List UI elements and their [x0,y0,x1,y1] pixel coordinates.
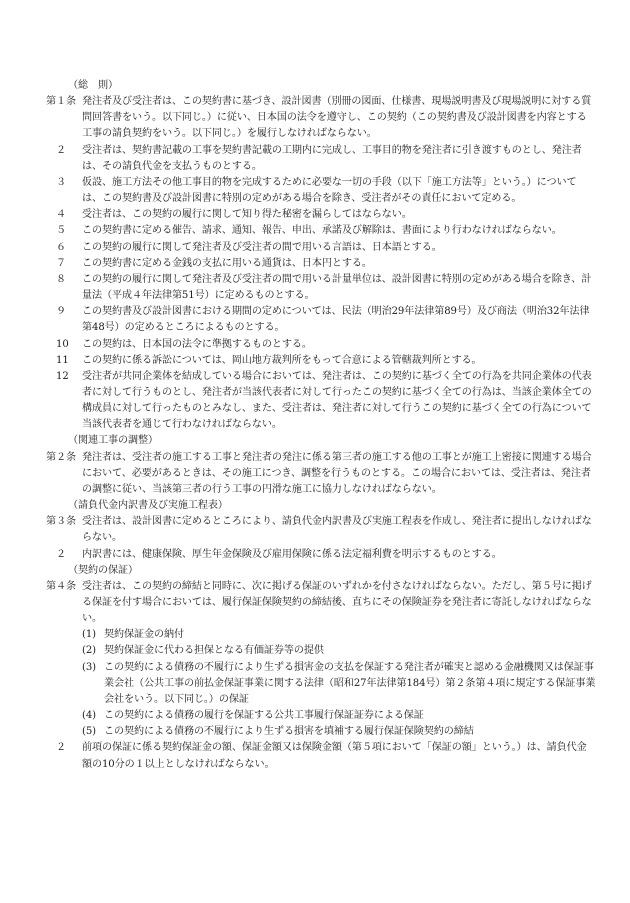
list-item [46,724,596,740]
paragraph [46,143,596,175]
paragraph-number: ７ [56,257,66,269]
paragraph-number: ９ [56,306,66,318]
paragraph-text: この契約書に定める催告、請求、通知、報告、申出、承諾及び解除は、書面により行わなければならない。 [82,225,562,237]
item-text: この契約による債務の不履行により生ずる損害を填補する履行保証保険契約の締結 [104,726,474,738]
item-number: (2) [82,645,96,657]
article-number: 第４条 [46,580,76,592]
paragraph-number: 12 [56,370,69,382]
list-item [46,660,596,708]
article-text: 受注者は、設計図書に定めるところにより、請負代金内訳書及び実施工程表を作成し、発注者に提出しなければならない。 [82,516,592,544]
paragraph-number: ８ [56,273,66,285]
paragraph-number: ５ [56,225,66,237]
article-2 [46,450,596,498]
paragraph-text: この契約の履行に関して発注者及び受注者の間で用いる言語は、日本語とする。 [82,241,442,253]
paragraph-text: この契約に係る訴訟については、岡山地方裁判所をもって合意による管轄裁判所とする。 [82,354,482,366]
article-3 [46,514,596,546]
paragraph-number: ６ [56,241,66,253]
list-item [46,643,596,659]
paragraph [46,175,596,207]
paragraph-number: ２ [56,548,66,560]
paragraph [46,272,596,304]
article-1 [46,94,596,142]
paragraph-number: ３ [56,176,66,188]
paragraph [46,223,596,239]
heading-related-works: （関連工事の調整） [68,435,158,447]
article-text: 発注者及び受注者は、この契約書に基づき、設計図書（別冊の図面、仕様書、現場説明書及び現場説明に対する質問回答書をいう。以下同じ。）に従い、日本国の法令を遵守し、この契約（この契約書及び設計図書を内容とする工事の請負契約をいう。以下同じ。）を履行しなければならない。 [82,96,592,140]
paragraph-number: ２ [56,742,66,754]
list-item [46,627,596,643]
paragraph-text: この契約の履行に関して発注者及び受注者の間で用いる計量単位は、設計図書に特別の定めがある場合を除き、計量法（平成４年法律第51号）に定めるものとする。 [82,273,592,302]
paragraph-text: 受注者は、この契約の履行に関して知り得た秘密を漏らしてはならない。 [82,209,412,221]
paragraph-number: ２ [56,144,66,156]
list-item [46,708,596,724]
item-text: この契約による債務の履行を保証する公共工事履行保証証券による保証 [104,710,424,722]
paragraph [46,240,596,256]
paragraph-number: ４ [56,209,66,221]
paragraph-text: 前項の保証に係る契約保証金の額、保証金額又は保険金額（第５項において「保証の額」という。）は、請負代金額の10分の１以上としなければならない。 [82,742,587,770]
article-text: 受注者は、この契約の締結と同時に、次に掲げる保証のいずれかを付さなければならない。ただし、第５号に掲げる保証を付す場合においては、履行保証保険契約の締結後、直ちにその保険証券を発注者に寄託しなければならない。 [82,580,592,625]
paragraph [46,207,596,223]
paragraph-text: 内訳書には、健康保険、厚生年金保険及び雇用保険に係る法定福利費を明示するものとする。 [82,548,502,560]
paragraph [46,304,596,336]
article-text: 発注者は、受注者の施工する工事と発注者の発注に係る第三者の施工する他の工事とが施工上密接に関連する場合において、必要があるときは、その施工につき、調整を行うものとする。この場合においては、受注者は、発注者の調整に従い、当該第三者の行う工事の円滑な施工に協力しなければならない。 [82,451,592,495]
paragraph-text: この契約書に定める金銭の支払に用いる通貨は、日本円とする。 [82,257,372,269]
paragraph [46,353,596,369]
paragraph [46,337,596,353]
paragraph-text: この契約は、日本国の法令に準拠するものとする。 [82,338,312,350]
item-number: (1) [82,629,96,641]
heading-general: （総 則） [68,80,118,91]
article-number: 第２条 [46,451,76,463]
paragraph-text: 仮設、施工方法その他工事目的物を完成するために必要な一切の手段（以下「施工方法等」という。）については、この契約書及び設計図書に特別の定めがある場合を除き、受注者がその責任において定める。 [82,176,577,205]
item-number: (3) [82,661,96,673]
item-text: 契約保証金に代わる担保となる有価証券等の提供 [104,645,324,657]
paragraph-text: 受注者は、契約書記載の工事を契約書記載の工期内に完成し、工事目的物を発注者に引き渡すものとし、発注者は、その請負代金を支払うものとする。 [82,144,582,172]
item-text: この契約による債務の不履行により生ずる損害金の支払を保証する発注者が確実と認める金融機関又は保証事業会社（公共工事の前払金保証事業に関する法律（昭和27年法律第184号）第２条第４項に規定する保証事業会社をいう。以下同じ。）の保証 [104,661,596,705]
paragraph [46,256,596,272]
paragraph [46,369,596,434]
article-number: 第３条 [46,516,76,528]
paragraph-text: 受注者が共同企業体を結成している場合においては、発注者は、この契約に基づく全ての行為を共同企業体の代表者に対して行うものとし、発注者が当該代表者に対して行ったこの契約に基づく全ての行為は、当該企業体全ての構成員に対して行ったものとみなし、また、受注者は、発注者に対して行うこの契約に基づく全ての行為について当該代表者を通じて行わなければならない。 [82,370,592,431]
heading-breakdown: （請負代金内訳書及び実施工程表） [68,500,228,512]
paragraph [46,547,596,563]
paragraph-text: この契約書及び設計図書における期間の定めについては、民法（明治29年法律第89号）及び商法（明治32年法律第48号）の定めるところによるものとする。 [82,306,590,334]
article-number: 第１条 [46,96,76,108]
item-text: 契約保証金の納付 [104,629,184,641]
heading-guarantee: （契約の保証） [68,564,138,576]
article-4 [46,579,596,627]
paragraph [46,740,596,772]
item-number: (4) [82,710,96,722]
item-number: (5) [82,726,96,738]
paragraph-number: 11 [56,354,69,366]
paragraph-number: 10 [56,338,69,350]
